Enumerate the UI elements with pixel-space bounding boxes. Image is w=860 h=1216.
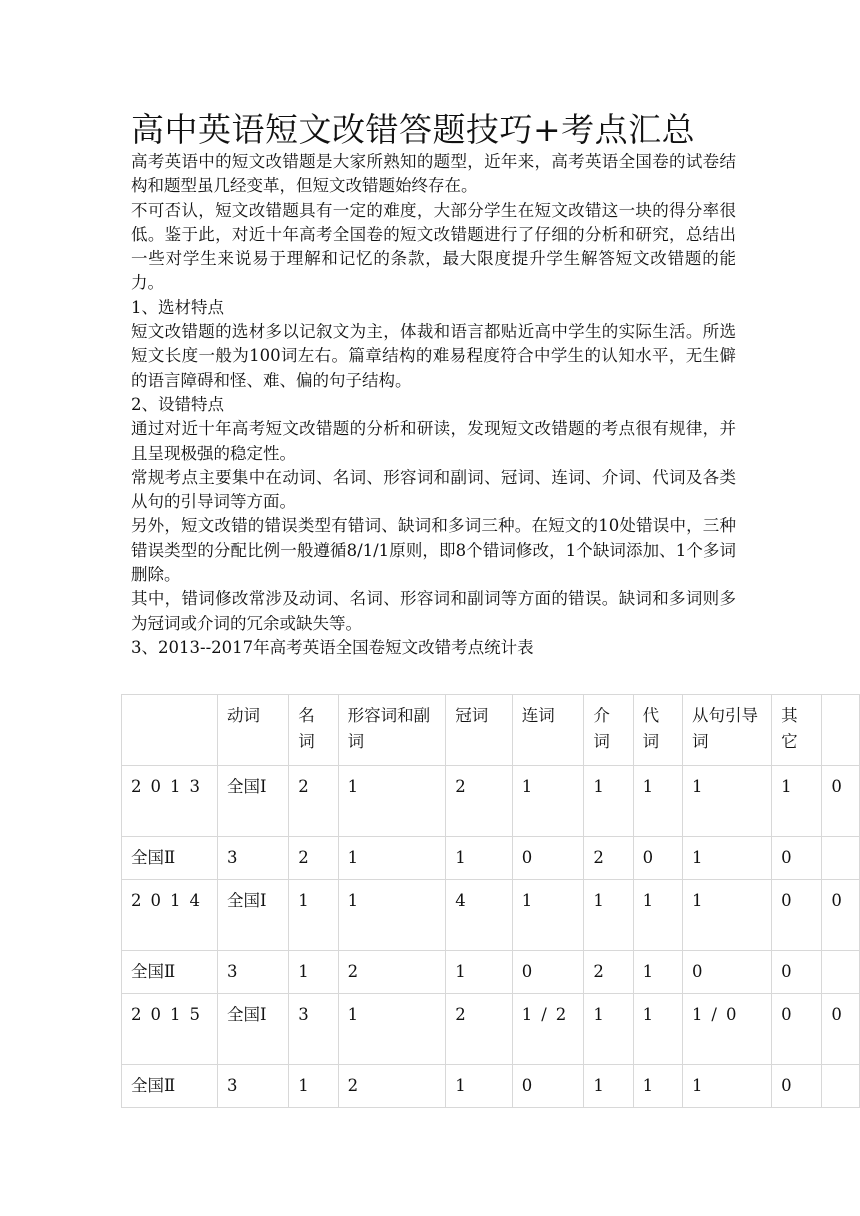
table-cell: 1: [584, 994, 633, 1065]
table-cell: 0: [822, 880, 860, 951]
table-header-cell: 名词: [289, 695, 338, 766]
table-cell: 1: [446, 951, 513, 994]
table-header-cell: 代词: [633, 695, 682, 766]
table-cell: 2: [338, 951, 446, 994]
table-cell: 1: [682, 766, 771, 837]
table-header-cell: [122, 695, 218, 766]
table-cell: 3: [218, 837, 289, 880]
table-cell: 1: [633, 951, 682, 994]
table-header-cell: [822, 695, 860, 766]
table-cell: 0: [822, 766, 860, 837]
table-cell: 3: [218, 951, 289, 994]
table-cell: 3: [289, 994, 338, 1065]
table-cell: 0: [682, 951, 771, 994]
table-row: [122, 880, 860, 951]
table-cell: 1: [682, 837, 771, 880]
table-cell: 2: [446, 766, 513, 837]
table-cell: 全国Ⅱ: [122, 837, 218, 880]
table-cell: 1: [338, 994, 446, 1065]
table-cell: 0: [512, 1065, 584, 1108]
table-cell: 1: [512, 766, 584, 837]
table-cell: 1: [633, 1065, 682, 1108]
paragraph: 不可否认，短文改错题具有一定的难度，大部分学生在短文改错这一块的得分率很低。鉴于此，对近十年高考全国卷的短文改错题进行了仔细的分析和研究，总结出一些对学生来说易于理解和记忆的条款，最大限度提升学生解答短文改错题的能力。: [131, 200, 736, 293]
table-cell: 1: [289, 951, 338, 994]
table-cell: 1: [289, 880, 338, 951]
table-cell: 1: [446, 837, 513, 880]
table-header-cell: 从句引导词: [682, 695, 771, 766]
table-cell: 2: [584, 951, 633, 994]
table-header-row: [122, 695, 860, 766]
table-cell: 1/0: [682, 994, 771, 1065]
table-cell: 1: [633, 880, 682, 951]
table-cell: 1: [584, 1065, 633, 1108]
table-cell: 3: [218, 1065, 289, 1108]
table-cell: 1: [633, 766, 682, 837]
table-cell: 0: [822, 994, 860, 1065]
table-cell: 2: [584, 837, 633, 880]
table-cell: 1: [633, 994, 682, 1065]
table-cell: 1: [584, 880, 633, 951]
document-title: 高中英语短文改错答题技巧+考点汇总: [131, 110, 696, 149]
section-heading: 2、设错特点: [131, 394, 224, 414]
table-cell: 1: [584, 766, 633, 837]
table-cell: [822, 951, 860, 994]
table-cell: [822, 837, 860, 880]
table-cell: 1: [338, 766, 446, 837]
table-header-cell: 介词: [584, 695, 633, 766]
table-cell: 2015: [122, 994, 218, 1065]
paragraph: 其中，错词修改常涉及动词、名词、形容词和副词等方面的错误。缺词和多词则多为冠词或介词的冗余或缺失等。: [131, 589, 736, 633]
document-body: [131, 150, 736, 660]
table-cell: 2: [338, 1065, 446, 1108]
table-row: [122, 1065, 860, 1108]
table-cell: 1: [446, 1065, 513, 1108]
table-row: [122, 837, 860, 880]
table-cell: 1/2: [512, 994, 584, 1065]
table-header-cell: 动词: [218, 695, 289, 766]
table-cell: 2: [446, 994, 513, 1065]
table-cell: 全国Ⅱ: [122, 951, 218, 994]
table-cell: 2014: [122, 880, 218, 951]
table-header-cell: 其它: [772, 695, 822, 766]
paragraph: 常规考点主要集中在动词、名词、形容词和副词、冠词、连词、介词、代词及各类从句的引导词等方面。: [131, 467, 736, 512]
table-cell: 0: [512, 951, 584, 994]
table-cell: 全国Ⅰ: [218, 766, 289, 837]
statistics-table: [121, 694, 860, 1108]
table-cell: 0: [633, 837, 682, 880]
table-cell: 0: [772, 1065, 822, 1108]
table-cell: 2: [289, 766, 338, 837]
table-cell: 1: [512, 880, 584, 951]
table-header-cell: 连词: [512, 695, 584, 766]
table-cell: 1: [338, 880, 446, 951]
table-cell: 1: [772, 766, 822, 837]
table-cell: 0: [772, 880, 822, 951]
table-row: [122, 766, 860, 837]
paragraph: 另外，短文改错的错误类型有错词、缺词和多词三种。在短文的10处错误中，三种错误类型的分配比例一般遵循8/1/1原则，即8个错词修改，1个缺词添加、1个多词删除。: [131, 516, 736, 585]
table-cell: 0: [512, 837, 584, 880]
table-cell: 1: [682, 1065, 771, 1108]
table-cell: [822, 1065, 860, 1108]
table-cell: 0: [772, 951, 822, 994]
table-cell: 0: [772, 994, 822, 1065]
table-cell: 全国Ⅰ: [218, 994, 289, 1065]
table-cell: 2013: [122, 766, 218, 837]
table-cell: 4: [446, 880, 513, 951]
table-cell: 1: [682, 880, 771, 951]
paragraph: 短文改错题的选材多以记叙文为主，体裁和语言都贴近高中学生的实际生活。所选短文长度一般为100词左右。篇章结构的难易程度符合中学生的认知水平，无生僻的语言障碍和怪、难、偏的句子结构。: [131, 322, 736, 390]
table-cell: 0: [772, 837, 822, 880]
table-header-cell: 冠词: [446, 695, 513, 766]
table-row: [122, 951, 860, 994]
table-row: [122, 994, 860, 1065]
table-cell: 全国Ⅰ: [218, 880, 289, 951]
table-header-cell: 形容词和副词: [338, 695, 446, 766]
section-heading: 1、选材特点: [131, 297, 224, 317]
table-cell: 全国Ⅱ: [122, 1065, 218, 1108]
table-cell: 1: [338, 837, 446, 880]
table-cell: 2: [289, 837, 338, 880]
section-heading: 3、2013--2017年高考英语全国卷短文改错考点统计表: [131, 637, 534, 657]
paragraph: 通过对近十年高考短文改错题的分析和研读，发现短文改错题的考点很有规律，并且呈现极强的稳定性。: [131, 419, 736, 463]
paragraph: 高考英语中的短文改错题是大家所熟知的题型，近年来，高考英语全国卷的试卷结构和题型虽几经变革，但短文改错题始终存在。: [131, 152, 736, 196]
table-cell: 1: [289, 1065, 338, 1108]
